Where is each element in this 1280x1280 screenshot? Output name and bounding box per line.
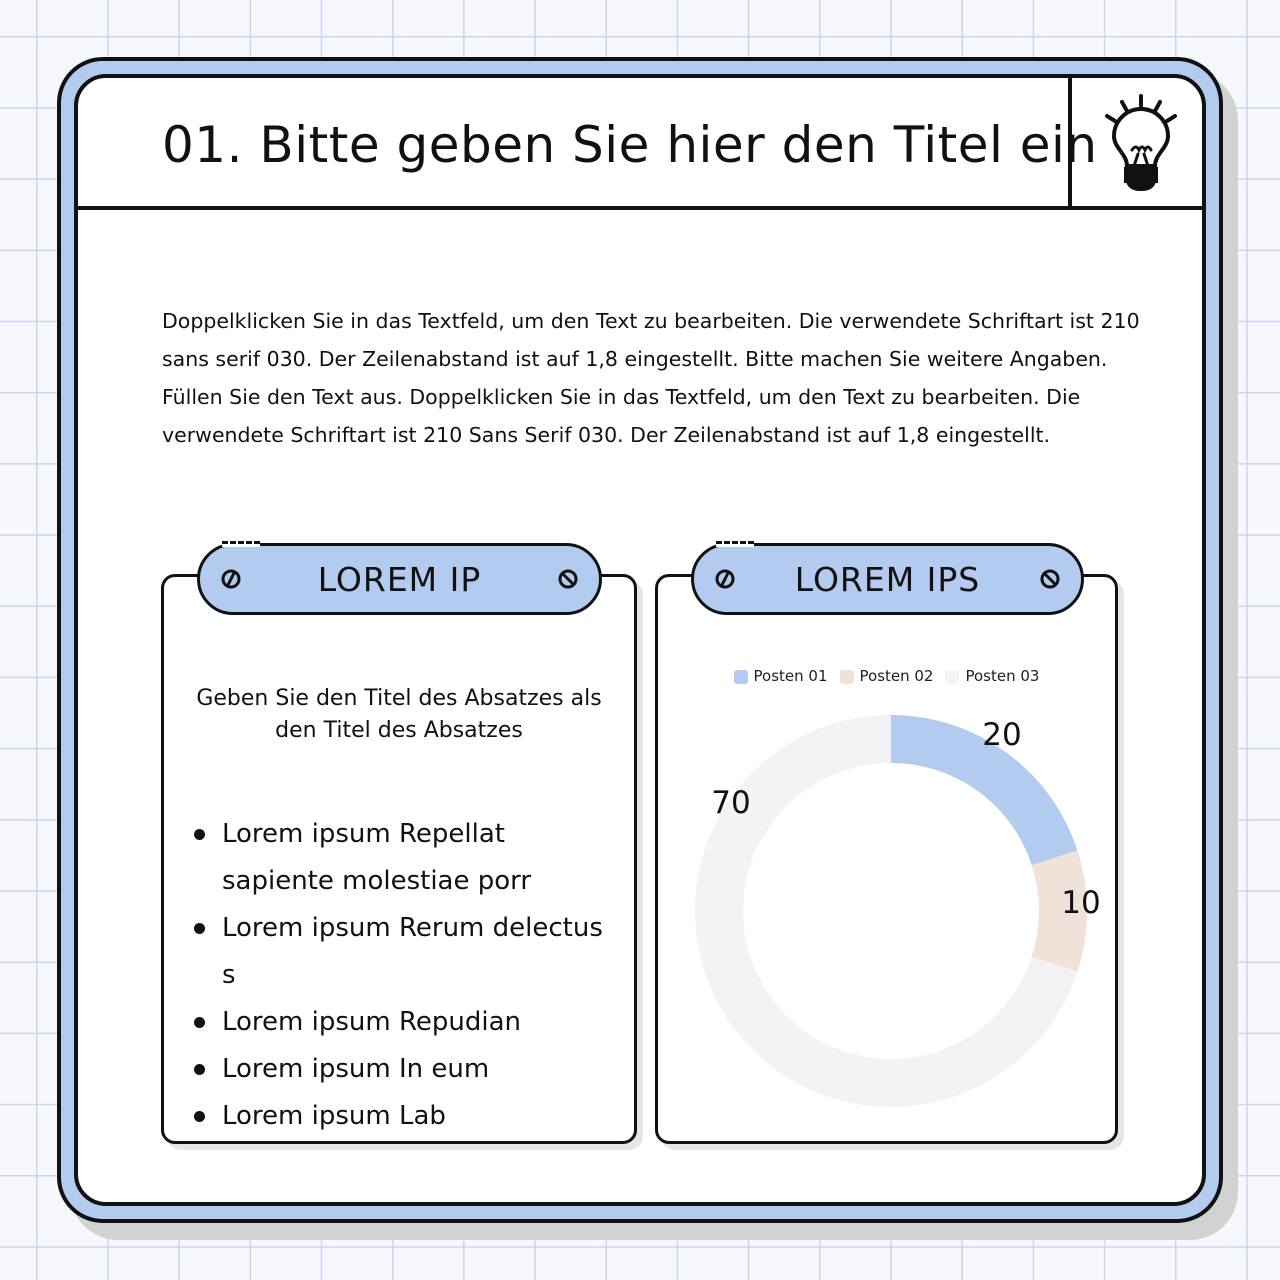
data-label: 20: [982, 717, 1022, 753]
right-card-header: [691, 543, 1084, 615]
screw-icon: [557, 568, 579, 590]
dash-decoration: [222, 541, 260, 547]
right-card-title: LOREM IPS: [794, 559, 981, 599]
left-card: [161, 574, 637, 1144]
bullet-list: [192, 811, 612, 1140]
list-item: Lorem ipsum Repudian: [192, 999, 612, 1046]
screw-icon: [714, 568, 736, 590]
list-item: Lorem ipsum Rerum delectus s: [192, 905, 612, 999]
right-card: [655, 574, 1118, 1144]
data-label: 70: [711, 785, 751, 821]
dash-decoration: [716, 541, 754, 547]
list-item: Lorem ipsum Lab: [192, 1093, 612, 1140]
left-card-title: LOREM IP: [317, 559, 482, 599]
left-card-header: [197, 543, 602, 615]
legend-item: Posten 03: [945, 667, 1039, 685]
page-title: 01. Bitte geben Sie hier den Titel ein: [162, 116, 1098, 174]
card-subtitle: Geben Sie den Titel des Absatzes als den Titel des Absatzes: [196, 686, 602, 743]
list-item: Lorem ipsum In eum: [192, 1046, 612, 1093]
icon-box: [1068, 78, 1206, 206]
legend-item: Posten 02: [840, 667, 934, 685]
screw-icon: [1039, 568, 1061, 590]
donut-chart: [658, 577, 1115, 1141]
screw-icon: [220, 568, 242, 590]
data-label: 10: [1061, 885, 1101, 921]
lightbulb-icon: [1072, 78, 1206, 206]
legend-item: Posten 01: [734, 667, 828, 685]
body-paragraph: Doppelklicken Sie in das Textfeld, um den Text zu bearbeiten. Die verwendete Schriftart ist 210 sans serif 030. Der Zeilenabstand ist auf 1,8 eingestellt. Bitte machen Sie weitere Angaben. Füllen Sie den Text aus. Doppelklicken Sie in das Textfeld, um den Text zu bearbeiten. Die verwendete Schriftart ist 210 Sans Serif 030. Der Zeilenabstand ist auf 1,8 eingestellt.: [162, 309, 1140, 447]
list-item: Lorem ipsum Repellat sapiente molestiae porr: [192, 811, 612, 905]
title-bar: [78, 78, 1202, 210]
